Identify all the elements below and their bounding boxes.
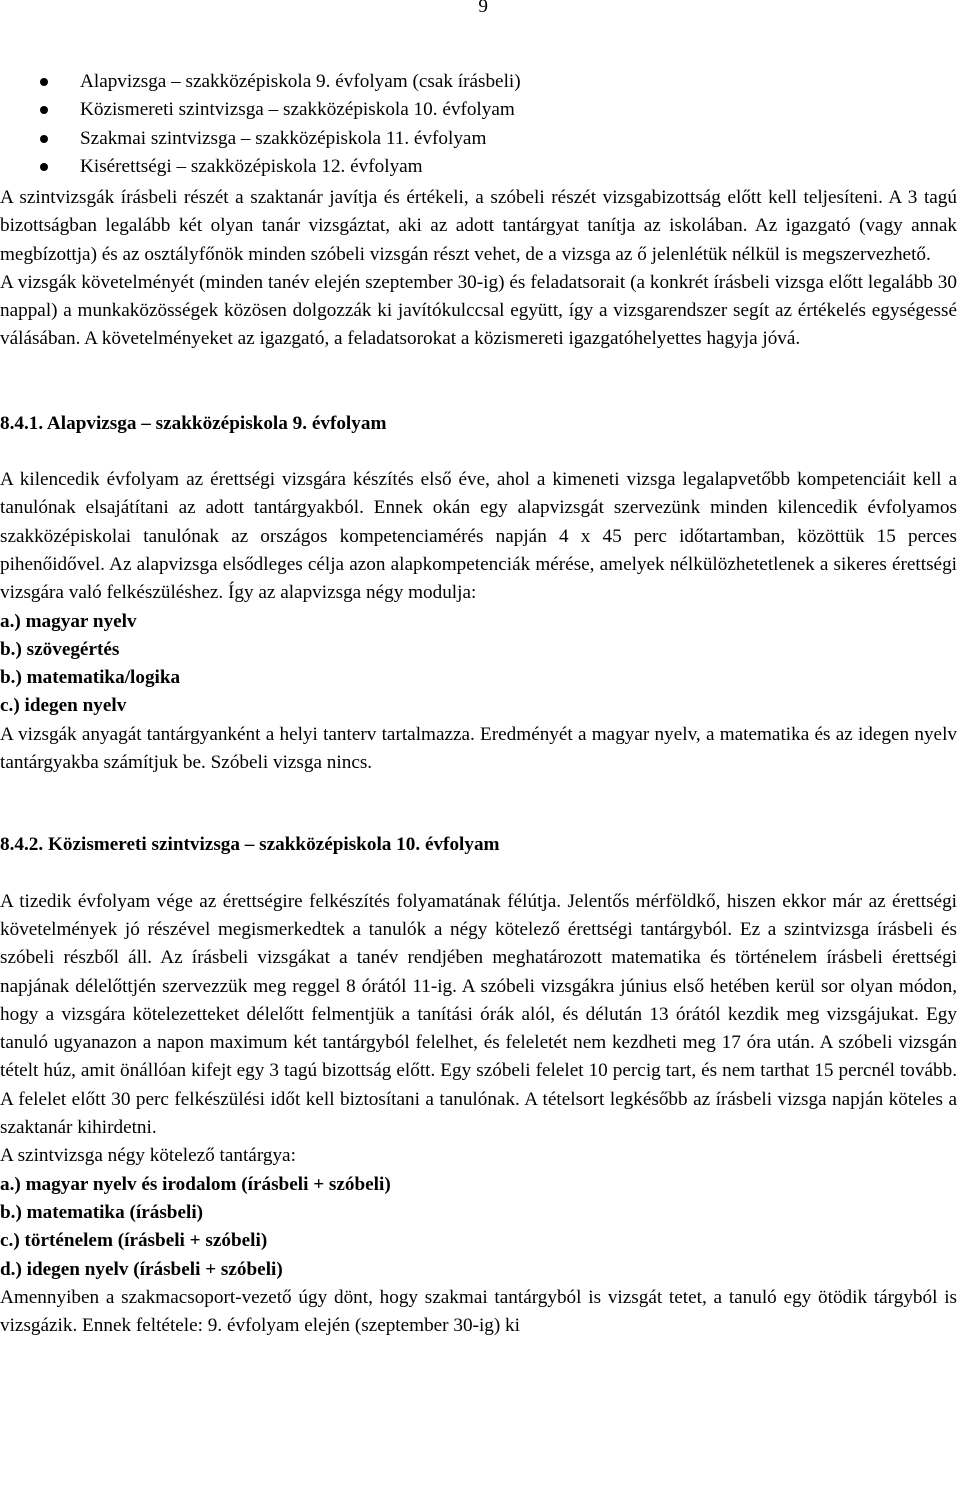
subject-item: a.) magyar nyelv és irodalom (írásbeli + szóbeli) [0, 1173, 391, 1195]
module-item: a.) magyar nyelv [0, 610, 137, 632]
module-item: b.) matematika/logika [0, 667, 181, 689]
section-heading-8-4-1: 8.4.1. Alapvizsga – szakközépiskola 9. évfolyam [0, 412, 387, 434]
page-number: 9 [478, 0, 488, 17]
list-item: Alapvizsga – szakközépiskola 9. évfolyam (csak írásbeli) [40, 68, 521, 96]
section1-paragraph: A kilencedik évfolyam az érettségi vizsgára készítés első éve, ahol a kimeneti vizsga legalapvetőbb kompetenciáit kell a tanulónak elsajátítani az adott tantárgyakból. Ennek okán egy alapvizsgát szervezünk minden kilencedik évfolyamos szakközépiskolai tanulónak az országos kompetenciamérés napján 4 x 45 perc időtartamban, közöttük 15 perces pihenőidővel. Az alapvizsga elsődleges célja azon alapkompetenciák mérése, amelyek nélkülözhetetlenek a sikeres érettségi vizsgára való felkészüléshez. Így az alapvizsga négy modulja: [0, 469, 957, 604]
exam-types-list [40, 68, 521, 181]
subject-item: d.) idegen nyelv (írásbeli + szóbeli) [0, 1258, 283, 1280]
subject-item: b.) matematika (írásbeli) [0, 1201, 204, 1223]
subjects-intro: A szintvizsga négy kötelező tantárgya: [0, 1145, 296, 1167]
section2-paragraph: A tizedik évfolyam vége az érettségire felkészítés folyamatának félútja. Jelentős mérföldkő, hiszen ekkor már az érettségi követelmények jó részével megismerkedtek a tanulók a négy kötelező érettségi tantárgyból. Ez a szintvizsga írásbeli és szóbeli részből áll. Az írásbeli vizsgákat a tanév rendjében meghatározott matematika és történelem írásbeli érettségi napjának délelőttjén szervezzük meg reggel 8 órától 11-ig. A szóbeli vizsgákra június első hetében kerül sor olyan módon, hogy a vizsgára kötelezetteket délelőtt felmentjük a tanítási órák alól, és délután 13 órától kezdik meg vizsgájukat. Egy tanuló ugyanazon a napon maximum két tantárgyból felelhet, és feleletét nem kezdheti meg 17 óra után. A szóbeli vizsgán tételt húz, amit önállóan kifejt egy 3 tagú bizottság előtt. Egy szóbeli felelet 10 percig tart, és nem tarthat 15 percnél tovább. A felelet előtt 30 perc felkészülési időt kell biztosítani a tanulónak. A tételsort legkésőbb az írásbeli vizsga napján köteles a szaktanár kihirdetni. [0, 890, 957, 1139]
list-item: Szakmai szintvizsga – szakközépiskola 11. évfolyam [40, 125, 521, 153]
intro-paragraph: A szintvizsgák írásbeli részét a szaktanár javítja és értékeli, a szóbeli részét vizsgabizottság előtt kell teljesíteni. A 3 tagú bizottságban legalább két olyan tanár vizsgáztat, aki az adott tantárgyat tanítja az iskolában. Az igazgató (vagy annak megbízottja) és az osztályfőnök minden szóbeli vizsgán részt vehet, de a vizsga az ő jelenlétük nélkül is megszervezhető. [0, 187, 957, 265]
list-item: Kisérettségi – szakközépiskola 12. évfolyam [40, 153, 521, 181]
module-item: c.) idegen nyelv [0, 695, 127, 717]
section2-closing: Amennyiben a szakmacsoport-vezető úgy dönt, hogy szakmai tantárgyból is vizsgát tetet, a tanuló egy ötödik tárgyból is vizsgázik. Ennek feltétele: 9. évfolyam elején (szeptember 30-ig) ki [0, 1286, 957, 1337]
main-content [0, 184, 957, 1340]
list-item: Közismereti szintvizsga – szakközépiskola 10. évfolyam [40, 96, 521, 124]
subject-item: c.) történelem (írásbeli + szóbeli) [0, 1230, 268, 1252]
module-item: b.) szövegértés [0, 638, 120, 660]
section1-closing: A vizsgák anyagát tantárgyanként a helyi tanterv tartalmazza. Eredményét a magyar nyelv, a matematika és az idegen nyelv tantárgyakba számítjuk be. Szóbeli vizsga nincs. [0, 723, 957, 774]
section-heading-8-4-2: 8.4.2. Közismereti szintvizsga – szakközépiskola 10. évfolyam [0, 834, 500, 856]
requirements-paragraph: A vizsgák követelményét (minden tanév elején szeptember 30-ig) és feladatsorait (a konkrét írásbeli vizsga előtt legalább 30 nappal) a munkaközösségek közösen dolgozzák ki javítókulccsal együtt, így a vizsgarendszer segít az értékelés egységessé válásában. A követelményeket az igazgató, a feladatsorokat a közismereti igazgatóhelyettes hagyja jóvá. [0, 271, 957, 350]
